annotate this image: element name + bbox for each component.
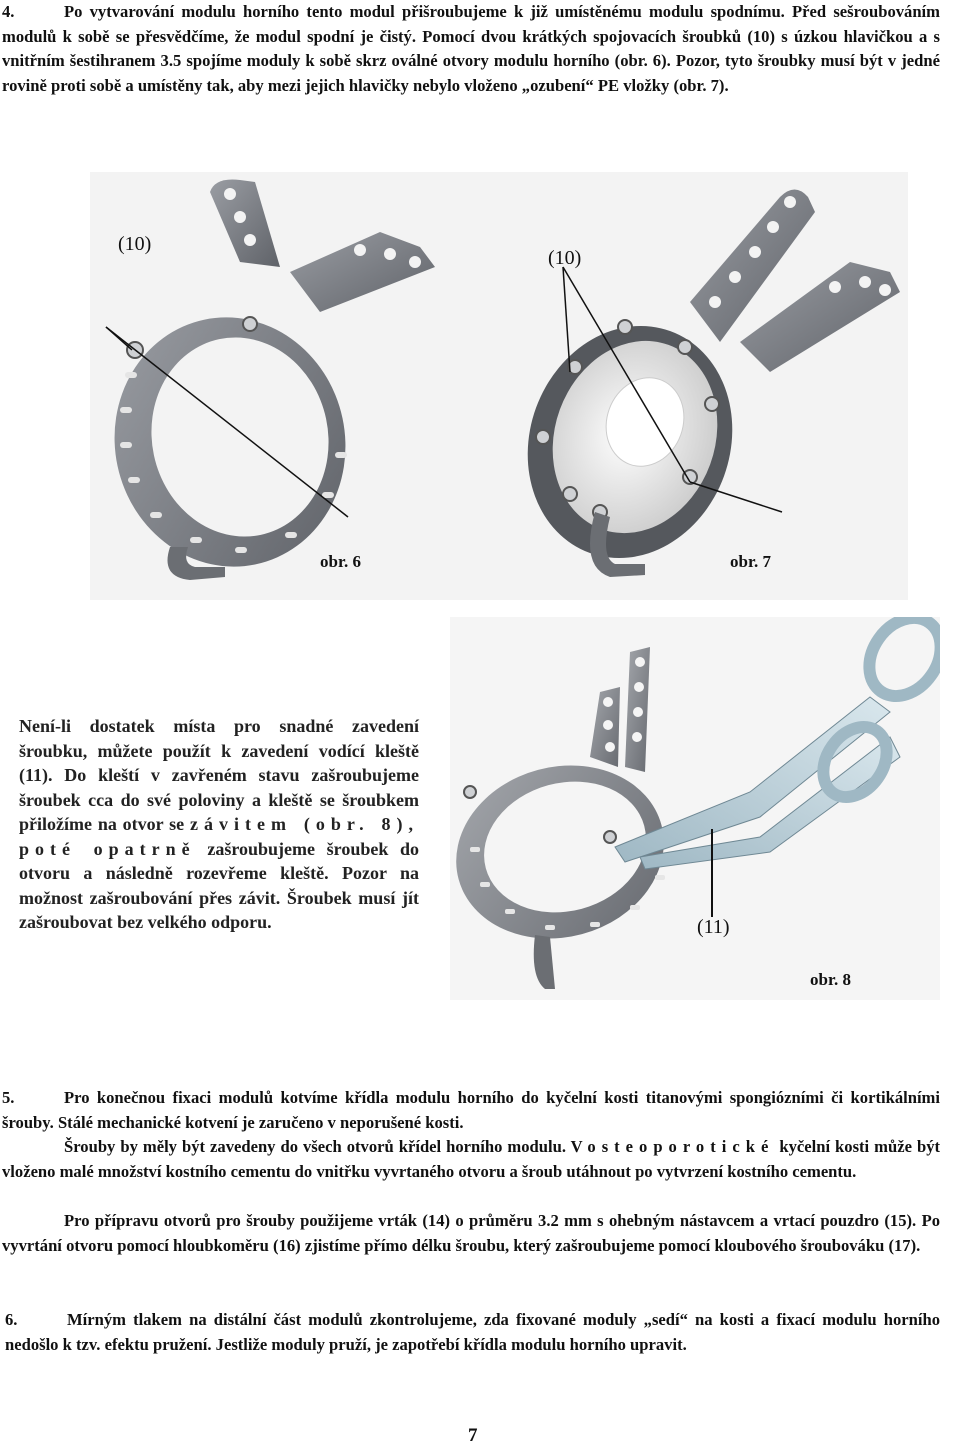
figure-obr-8 (450, 617, 940, 1000)
caption-obr-7: obr. 7 (730, 552, 771, 571)
caption-obr-6: obr. 6 (320, 552, 361, 571)
guide-pliers-text-spaced: závitem (obr. 8), poté opatrně (19, 814, 420, 859)
guide-pliers-text-a: Není-li dostatek místa pro snadné zavedení šroubku, můžete použít k zavedení vodící kleště (11). Do kleští v zavřeném stavu zašroubujeme šroubek cca do své poloviny a kleště se šroubkem přiložíme na otvor se (19, 716, 419, 834)
section-6-text: Mírným tlakem na distální část modulů zkontrolujeme, zda fixované moduly „sedí“ na kosti a fixací modulu horního nedošlo k tzv. efektu pružení. Jestliže moduly pruží, je zapotřebí křídla modulu horního upravit. (5, 1310, 940, 1354)
section-5-paragraph-3 (2, 1209, 940, 1258)
section-6-paragraph (5, 1308, 940, 1357)
section-5-text-1: Pro konečnou fixaci modulů kotvíme křídla modulu horního do kyčelní kosti titanovými spongiózními či kortikálními šrouby. Stálé mechanické kotvení je zaručeno v neporušené kosti. (2, 1088, 940, 1132)
section-4-number: 4. (2, 2, 15, 21)
section-4-text: Po vytvarování modulu horního tento modul přišroubujeme k již umístěnému modulu spodnímu. Před sešroubováním modulů k sobě se přesvědčíme, že modul spodní je čistý. Pomocí dvou krátkých spojovacích šroubků (10) s úzkou hlavičkou a s vnitřním šestihranem 3.5 spojíme moduly k sobě skrz oválné otvory modulu horního (obr. 6). Pozor, tyto šroubky musí být v jedné rovině proti sobě a umístěny tak, aby mezi jejich hlavičky nebylo vloženo „ozubení“ PE vložky (obr. 7). (2, 2, 940, 95)
section-5-paragraph-1 (2, 1086, 940, 1135)
guide-pliers-text-b: zašroubujeme šroubek do otvoru a následně rozevřeme kleště. Pozor na možnost zašroubování přes závit. Šroubek musí jít zašroubovat bez velkého odporu. (19, 838, 420, 932)
caption-obr-8: obr. 8 (810, 970, 851, 989)
section-5-number: 5. (2, 1088, 15, 1107)
callout-10-right: (10) (548, 247, 582, 269)
callout-10-left: (10) (118, 233, 152, 255)
section-5-text-2-end: kyčelní kosti může být vloženo malé množství kostního cementu do vnitřku vyvrtaného otvoru a šroub utáhnout po vytvrzení kostního cementu. (2, 1137, 941, 1181)
guide-pliers-instructions (19, 714, 419, 935)
page-number: 7 (468, 1425, 478, 1446)
section-4-paragraph (2, 0, 940, 98)
callout-11: (11) (697, 916, 730, 938)
section-5-text-3: Pro přípravu otvorů pro šrouby použijeme vrták (14) o průměru 3.2 mm s ohebným nástavcem a vrtací pouzdro (15). Po vyvrtání otvoru pomocí hloubkoměru (16) zjistíme přímo délku šroubu, který zašroubujeme pomocí kloubového šroubováku (17). (2, 1211, 940, 1255)
section-5-text-2-spaced: osteoporotické (587, 1137, 775, 1156)
section-5-text-2-start: Šrouby by měly být zavedeny do všech otvorů křídel horního modulu. V (64, 1137, 583, 1156)
section-6-number: 6. (5, 1310, 18, 1329)
figure-obr-6-7 (90, 172, 908, 600)
section-5-paragraph-2 (2, 1135, 940, 1184)
